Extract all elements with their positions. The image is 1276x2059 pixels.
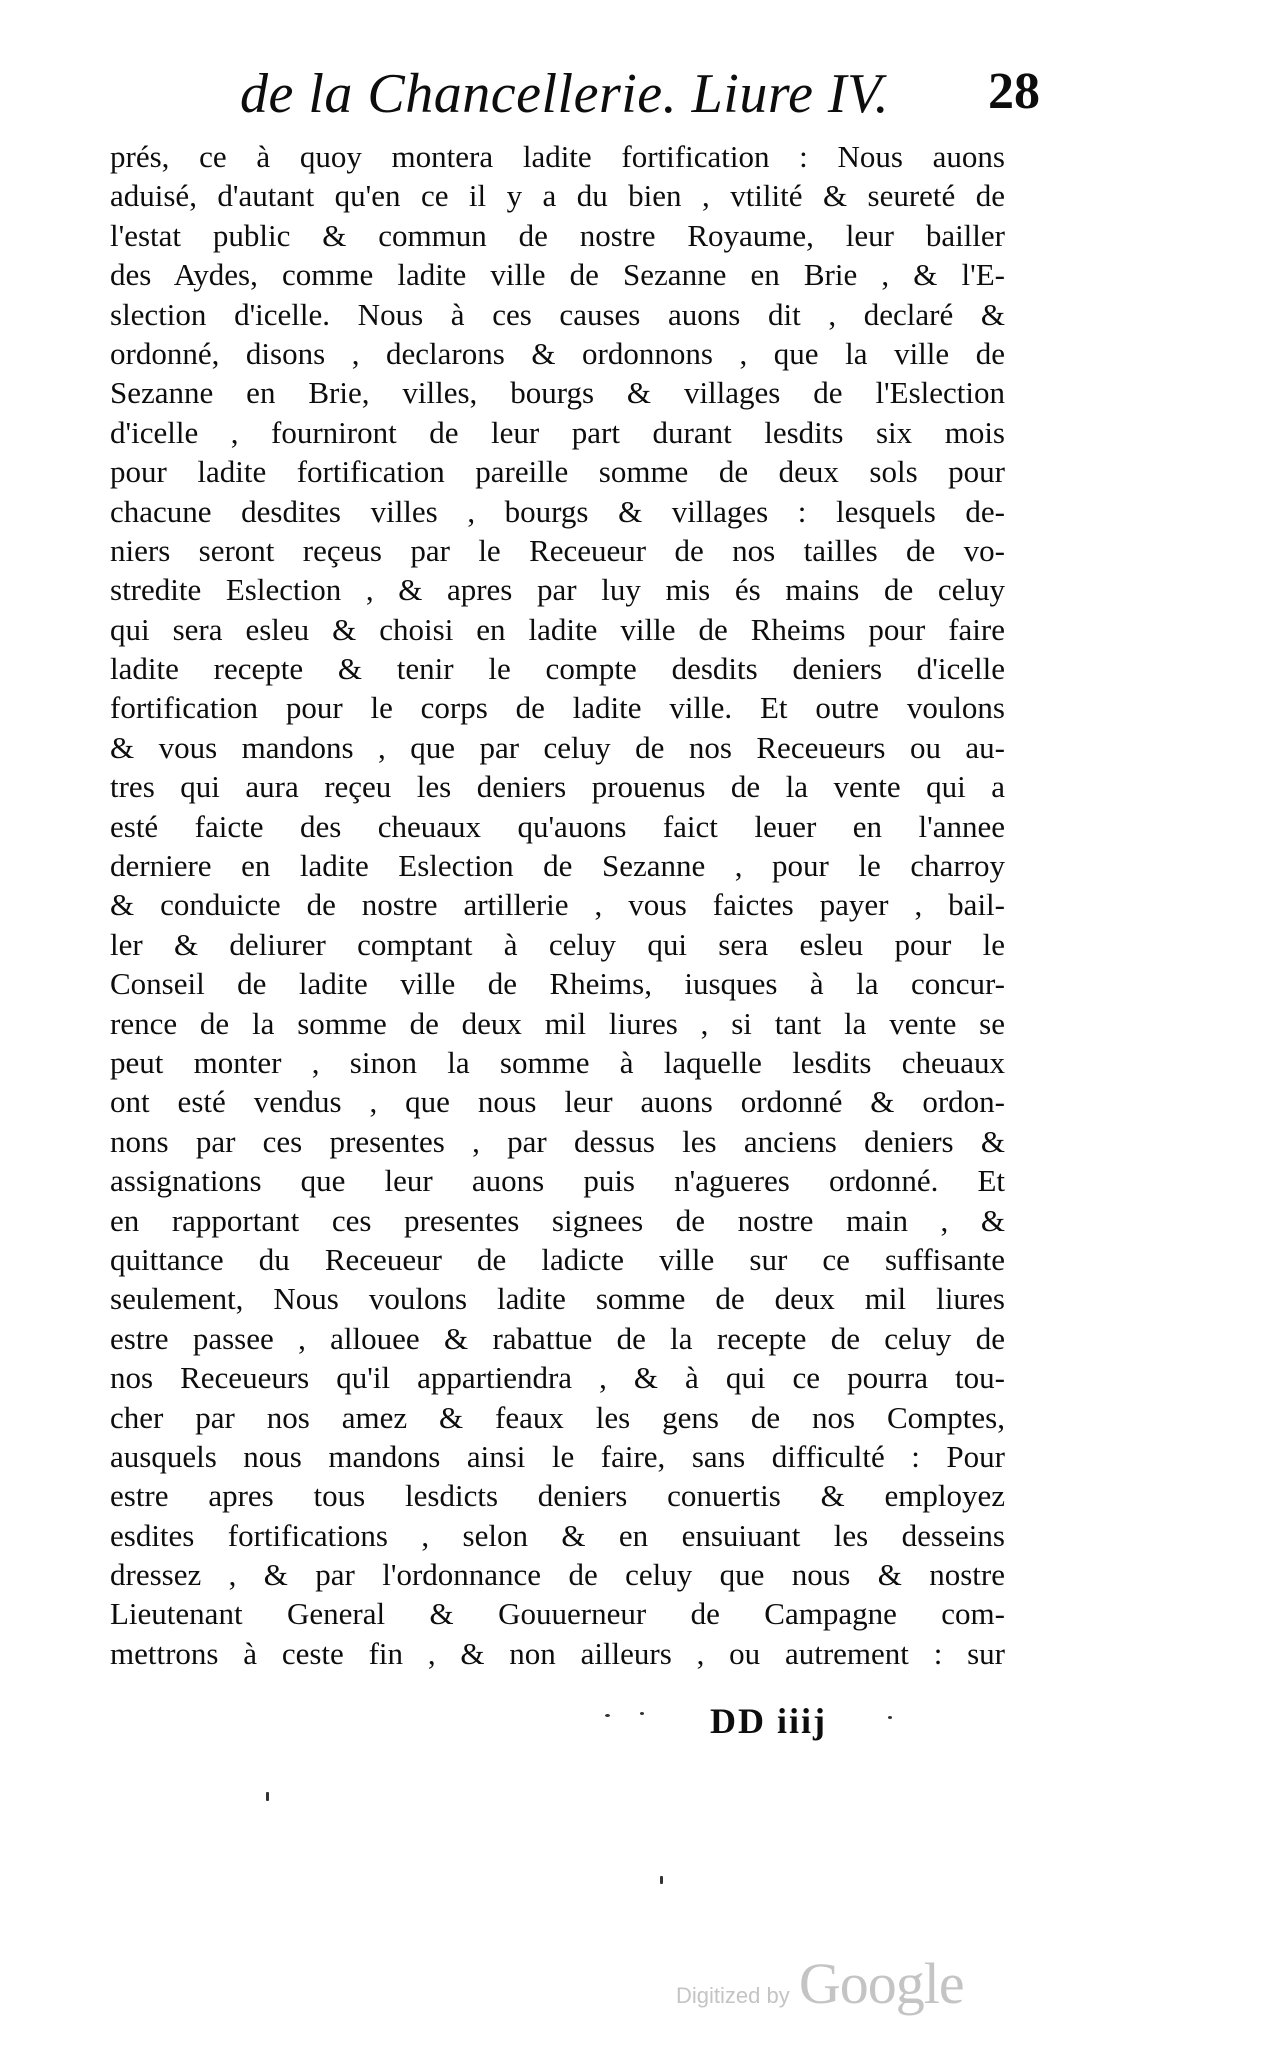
text-line: estre apres tous lesdicts deniers conuertis & employez <box>110 1478 1005 1514</box>
running-head <box>240 62 1040 132</box>
text-line: derniere en ladite Eslection de Sezanne , pour le charroy <box>110 848 1005 884</box>
text-line: rence de la somme de deux mil liures , si tant la vente se <box>110 1005 1005 1041</box>
ink-speck <box>605 1714 610 1717</box>
text-line: niers seront reçeus par le Receueur de nos tailles de vo- <box>110 532 1005 568</box>
text-line: ausquels nous mandons ainsi le faire, sans difficulté : Pour <box>110 1438 1005 1474</box>
text-line: esdites fortifications , selon & en ensuiuant les desseins <box>110 1517 1005 1553</box>
text-line: chacune desdites villes , bourgs & villages : lesquels de- <box>110 493 1005 529</box>
text-line: assignations que leur auons puis n'agueres ordonné. Et <box>110 1163 1005 1199</box>
running-title: de la Chancellerie. Liure IV. <box>240 63 890 125</box>
body-text <box>110 137 1005 1673</box>
ink-speck <box>266 1792 269 1801</box>
text-line: slection d'icelle. Nous à ces causes auons dit , declaré & <box>110 296 1005 332</box>
ink-speck <box>640 1712 644 1715</box>
text-line: l'estat public & commun de nostre Royaume, leur bailler <box>110 217 1005 253</box>
text-line: ler & deliurer comptant à celuy qui sera esleu pour le <box>110 926 1005 962</box>
text-line: nons par ces presentes , par dessus les anciens deniers & <box>110 1123 1005 1159</box>
text-line: qui sera esleu & choisi en ladite ville de Rheims pour faire <box>110 611 1005 647</box>
watermark-prefix: Digitized by <box>676 1983 790 2008</box>
text-line: aduisé, d'autant qu'en ce il y a du bien , vtilité & seureté de <box>110 178 1005 214</box>
text-line: prés, ce à quoy montera ladite fortification : Nous auons <box>110 139 1005 174</box>
text-line: cher par nos amez & feaux les gens de nos Comptes, <box>110 1399 1005 1435</box>
text-line: peut monter , sinon la somme à laquelle lesdits cheuaux <box>110 1044 1005 1080</box>
text-line: ladite recepte & tenir le compte desdits deniers d'icelle <box>110 651 1005 687</box>
text-line: & vous mandons , que par celuy de nos Receueurs ou au- <box>110 729 1005 765</box>
page-number: 28 <box>988 63 1040 120</box>
text-line: nos Receueurs qu'il appartiendra , & à qui ce pourra tou- <box>110 1360 1005 1396</box>
text-line: seulement, Nous voulons ladite somme de deux mil liures <box>110 1281 1005 1317</box>
text-line: dressez , & par l'ordonnance de celuy que nous & nostre <box>110 1557 1005 1593</box>
text-line: estre passee , allouee & rabattue de la recepte de celuy de <box>110 1320 1005 1356</box>
text-line: fortification pour le corps de ladite ville. Et outre voulons <box>110 690 1005 726</box>
text-line: & conduicte de nostre artillerie , vous faictes payer , bail- <box>110 887 1005 923</box>
text-line: esté faicte des cheuaux qu'auons faict leuer en l'annee <box>110 808 1005 844</box>
text-line: d'icelle , fourniront de leur part durant lesdits six mois <box>110 414 1005 450</box>
text-line: quittance du Receueur de ladicte ville sur ce suffisante <box>110 1241 1005 1277</box>
text-line: stredite Eslection , & apres par luy mis és mains de celuy <box>110 572 1005 608</box>
ink-speck <box>888 1716 892 1719</box>
text-line: ont esté vendus , que nous leur auons ordonné & ordon- <box>110 1084 1005 1120</box>
text-line: Sezanne en Brie, villes, bourgs & villages de l'Eslection <box>110 375 1005 411</box>
text-line: en rapportant ces presentes signees de nostre main , & <box>110 1202 1005 1238</box>
signature-mark: DD iiij <box>710 1701 827 1741</box>
digitized-by-google-watermark <box>676 1950 964 2016</box>
text-line: ordonné, disons , declarons & ordonnons , que la ville de <box>110 335 1005 371</box>
ink-speck <box>660 1876 663 1884</box>
text-line: Lieutenant General & Gouuerneur de Campagne com- <box>110 1596 1005 1632</box>
text-line: des Aydes, comme ladite ville de Sezanne en Brie , & l'E- <box>110 257 1005 293</box>
text-line: Conseil de ladite ville de Rheims, iusques à la concur- <box>110 966 1005 1002</box>
google-logo: Google <box>798 1951 964 2016</box>
text-line: mettrons à ceste fin , & non ailleurs , ou autrement : sur <box>110 1635 1005 1671</box>
text-line: tres qui aura reçeu les deniers prouenus de la vente qui a <box>110 769 1005 805</box>
text-line: pour ladite fortification pareille somme de deux sols pour <box>110 454 1005 490</box>
